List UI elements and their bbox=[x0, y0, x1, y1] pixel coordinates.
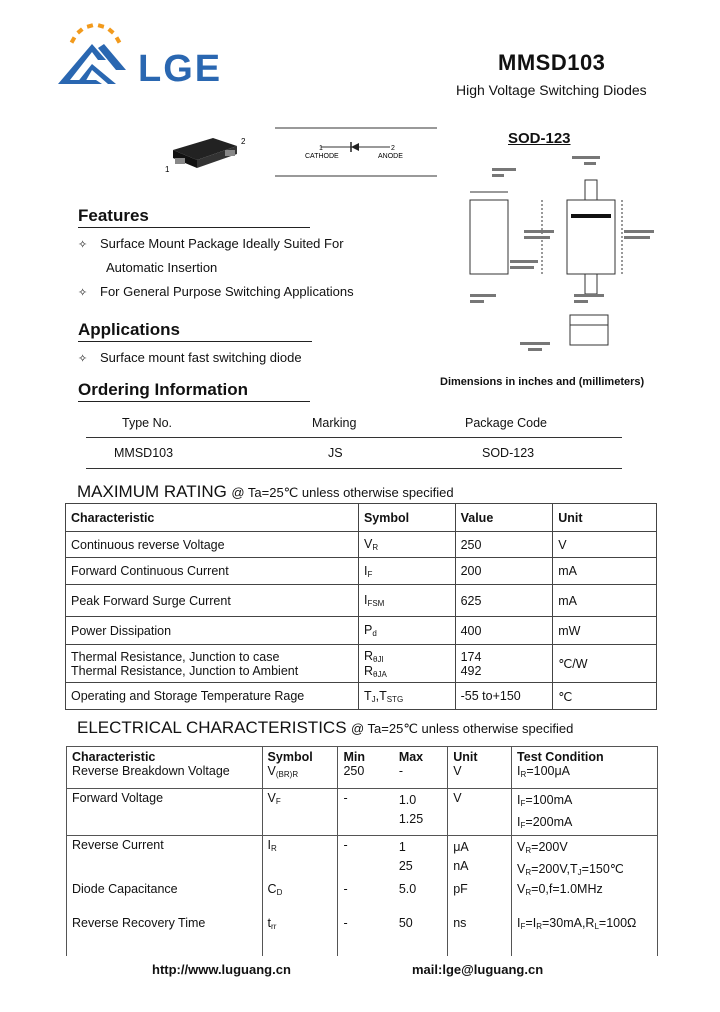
max-rating-condition: @ Ta=25℃ unless otherwise specified bbox=[231, 485, 454, 500]
max-rating-heading bbox=[77, 482, 454, 502]
table-row: Peak Forward Surge Current $I_{FSM}$ 625 mA bbox=[66, 585, 657, 617]
max-rating-title: MAXIMUM RATING bbox=[77, 482, 227, 501]
part-number: MMSD103 bbox=[498, 50, 606, 75]
header-unit: Unit bbox=[553, 504, 657, 532]
anode-label: ANODE bbox=[378, 153, 403, 160]
applications-title: Applications bbox=[78, 320, 312, 342]
header-characteristic: Characteristic bbox=[66, 504, 359, 532]
application-item: ✧ Surface mount fast switching diode bbox=[78, 350, 302, 365]
table-row: Reverse Recovery Time $t_{rr}$ - 50 ns $I_F=I_R=30mA,R_L=100\Omega$ bbox=[67, 916, 658, 956]
feature-item: ✧ For General Purpose Switching Applications bbox=[78, 284, 354, 299]
bullet-icon: ✧ bbox=[78, 353, 88, 365]
table-row: Power Dissipation $P_d$ 400 mW bbox=[66, 617, 657, 645]
divider bbox=[86, 468, 622, 469]
ordering-header-package: Package Code bbox=[465, 416, 548, 430]
ordering-header-type: Type No. bbox=[122, 416, 173, 430]
ordering-header-marking: Marking bbox=[312, 416, 357, 430]
bullet-icon: ✧ bbox=[78, 287, 88, 299]
electrical-heading bbox=[77, 718, 573, 738]
pinout-pin2: 2 bbox=[391, 145, 395, 152]
website-link[interactable]: http://www.luguang.cn bbox=[152, 962, 291, 977]
table-row: Diode Capacitance $C_D$ - 5.0 pF $V_R=0,f=1.0MHz$ bbox=[67, 882, 658, 916]
diode-symbol-icon bbox=[351, 143, 359, 151]
features-title: Features bbox=[78, 206, 310, 228]
table-row: Forward Continuous Current $I_F$ 200 mA bbox=[66, 558, 657, 585]
table-row: Reverse Current $I_R$ - 1 25 μA nA $V_R=200V$ $V_R=200V,T_J=150℃$ bbox=[67, 835, 658, 882]
product-subtitle: High Voltage Switching Diodes bbox=[456, 82, 647, 98]
ordering-title: Ordering Information bbox=[78, 380, 310, 402]
cathode-label: CATHODE bbox=[305, 153, 339, 160]
ordering-type: MMSD103 bbox=[114, 446, 174, 460]
table-row: Forward Voltage $V_F$ - 1.0 1.25 V $I_F=100mA$ $I_F=200mA$ bbox=[67, 788, 658, 835]
logo-text: LGE bbox=[138, 48, 223, 90]
header-value: Value bbox=[455, 504, 553, 532]
table-header-row: Characteristic Symbol Min Max Unit Test Condition bbox=[67, 747, 658, 765]
feature-item: ✧ Surface Mount Package Ideally Suited For bbox=[78, 236, 344, 251]
electrical-table bbox=[66, 746, 658, 956]
max-rating-table bbox=[65, 503, 657, 710]
dimension-note: Dimensions in inches and (millimeters) bbox=[440, 376, 645, 388]
table-row: Operating and Storage Temperature Rage $T_J,T_{STG}$ -55 to+150 ℃ bbox=[66, 683, 657, 710]
table-row: Thermal Resistance, Junction to case Thermal Resistance, Junction to Ambient $R_{\theta JI}$ $R_{\theta JA}$ 174 492 ℃/W bbox=[66, 645, 657, 683]
pinout-diagram bbox=[275, 126, 437, 178]
ordering-package: SOD-123 bbox=[482, 446, 535, 460]
table-row: Reverse Breakdown Voltage $V_{(BR)R}$ 250 - V $I_R=100\mu A$ bbox=[67, 764, 658, 788]
package-3d-image bbox=[165, 128, 255, 178]
electrical-title: ELECTRICAL CHARACTERISTICS bbox=[77, 718, 347, 737]
ordering-marking: JS bbox=[328, 446, 343, 460]
divider bbox=[86, 437, 622, 438]
electrical-condition: @ Ta=25℃ unless otherwise specified bbox=[350, 721, 574, 736]
table-row: Continuous reverse Voltage $V_R$ 250 V bbox=[66, 532, 657, 558]
email-link[interactable]: mail:lge@luguang.cn bbox=[412, 962, 544, 977]
pin2-3d-label: 2 bbox=[241, 137, 246, 146]
bullet-icon: ✧ bbox=[78, 239, 88, 251]
package-dimension-drawing bbox=[462, 150, 662, 365]
header-symbol: Symbol bbox=[358, 504, 455, 532]
pinout-pin1: 1 bbox=[319, 145, 323, 152]
logo-mark-icon bbox=[56, 20, 136, 90]
feature-item-continued: Automatic Insertion bbox=[106, 260, 218, 275]
pin1-3d-label: 1 bbox=[165, 165, 170, 174]
package-title: SOD-123 bbox=[508, 130, 571, 147]
table-header-row bbox=[66, 504, 657, 532]
